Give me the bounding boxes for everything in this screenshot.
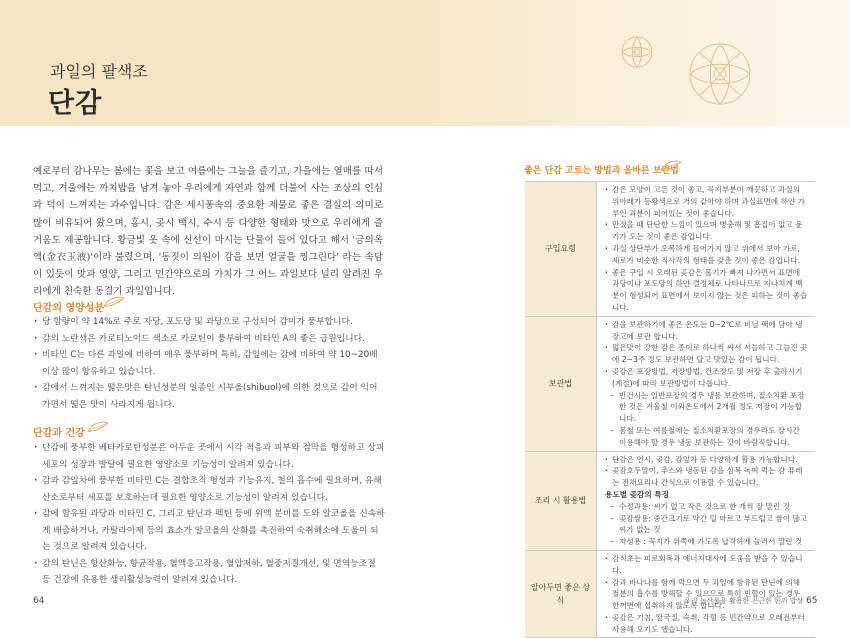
table-row <box>525 451 815 550</box>
list-item: · 곶감호두말이, 추스와 냉동된 감을 삼복 녹여 먹는 감 퓨레는 전채요리나 간식으로 이용할 수 있습니다. <box>605 465 809 489</box>
list-item: – 수정과용: 씨가 없고 작은 것으로 한 개씩 잘 말린 것 <box>605 501 809 513</box>
list-item: – 반건시는 일반포장의 경우 냉동 보관하며, 질소치환 포장한 것은 겨울철 이외온도에서 2개월 정도 저장이 가능합니다. <box>605 390 809 425</box>
series-title: 과일의 팔색조 <box>50 62 148 81</box>
list-item: · 감과 감잎차에 풍부한 비타민 C는 결합조직 형성과 기능유지, 철의 흡수에 필요하며, 유해산소로부터 세포를 보호하는데 필요한 영양소로 기능성이 알려져 있습니다. <box>33 473 385 506</box>
list-item: · 좋은 구입 시 오래된 곶감은 물기가 빠져 나가면서 표면에 과당이나 포도당의 하얀 결정체로 나타나므로 지나치게 백분이 형성되어 표면에서 보이지 않는 것은 피하는 것이 좋습니다. <box>605 267 809 314</box>
left-page-number: 64 <box>33 596 45 606</box>
intro-paragraph: 예로부터 감나무는 봄에는 꽃을 보고 여름에는 그늘을 즐기고, 가을에는 열매를 따서 먹고, 겨울에는 까치밥을 남겨 놓아 우리에게 자연과 함께 더불어 사는 조상의 인심과 덕이 느껴지는 과수입니다. 감은 세시풍속의 중요한 제물로 좋은 결실의 의미로 많이 비유되어 왔으며, 홍시, 곶시 백시, 수시 등 다양한 형태와 맛으로 우리에게 즐거움도 제공합니다. 황금빛 옷 속에 신선이 마시는 단물이 들어 있다고 해서 '금의옥액(金衣玉液)'이라 불렸으며, '동짓이 의원이 감을 보면 얼굴을 찡그린다' 라는 속담이 있듯이 맛과 영양, 그리고 민간약으로의 가치가 그 어느 과일보다 널리 알려진 우리에게 친숙한 동결기 과일입니다. <box>33 166 383 298</box>
list-item: · 단감은 연시, 곶감, 감잎차 등 다양하게 활용 가능합니다. <box>605 454 809 466</box>
list-item: · 비타민 C는 다른 과일에 비하여 매우 풍부하며 특히, 감잎에는 감에 비하여 약 10~20배 이상 많이 함유하고 있습니다. <box>33 347 385 380</box>
persimmon-flower-illustration <box>615 22 775 122</box>
tips-heading: 좋은 단감 고르는 방법과 올바른 보관법 <box>524 166 679 176</box>
health-heading: 단감과 건강 <box>33 428 85 439</box>
row-category: 보관법 <box>525 316 597 451</box>
list-item: · 감의 탄닌은 항산화능, 항균작용, 혈액응고작용, 혈압저하, 혈중지질개선, 및 면역능조절 등 건강에 유용한 생리활성능력이 알려져 있습니다. <box>33 556 385 589</box>
footer-title: 우리 농산물을 활용한 친근한 한끼 밥상 <box>684 597 804 605</box>
list-item: · 감의 노란색은 카로티노이드 색소로 카로틴이 풍부하여 비타민 A의 좋은 급원입니다. <box>33 331 385 348</box>
leaf-icon <box>103 296 125 308</box>
list-item: · 단감에 풍부한 베타카로틴성분은 어두운 곳에서 시각 적응과 피부와 점막을 형성하고 상피세포의 성장과 발달에 필요한 영양소로 기능성이 알려져 있습니다. <box>33 440 385 473</box>
table-row <box>525 182 815 317</box>
list-item: – 저성용 : 꼭지가 위쪽에 가도록 납작하게 눌러서 말린 것 <box>605 536 809 548</box>
nutrition-list <box>33 314 385 413</box>
row-content <box>597 182 816 317</box>
row-category: 알아두면 좋은 상식 <box>525 550 597 638</box>
right-page-number: 65 <box>806 596 818 606</box>
list-item: · 감과 바나나를 함께 먹으면 두 과일에 함유된 탄닌에 의해 철분의 흡수를 방해할 수 있으므로 특히 빈혈이 있는 경우 한꺼번에 섭취하지 않도록 합니다. <box>605 577 809 612</box>
row-content <box>597 316 816 451</box>
tips-table <box>525 181 818 638</box>
list-item: · 곶감은 포장방법, 저장방법, 건조정도 및 저장 후 출하시기(계절)에 따라 보관방법이 다릅니다. <box>605 366 809 390</box>
list-item: – 곶감쌈용: 중간크기로 약간 덜 마르고 부드럽고 쌈이 많고 씨가 없는 것 <box>605 513 809 537</box>
list-item: · 떫은맛이 강한 감은 종이로 하나씩 싸서 서늘하고 그늘진 곳에 2~3주 정도 보관하면 달고 맛있는 감이 됩니다. <box>605 342 809 366</box>
leaf-icon <box>87 421 109 433</box>
list-item: · 만졌을 때 단단한 느낌이 있으며 병충해 및 흠집이 없고 윤기가 도는 것이 좋은 감입니다. <box>605 219 809 243</box>
list-item: 용도별 곶감의 특징 <box>605 489 669 499</box>
list-item: · 감을 보관하기에 좋은 온도는 0~2℃로 비닐 팩에 담아 냉장고에 보관 합니다. <box>605 319 809 343</box>
nutrition-heading: 단감의 영양성분 <box>33 303 105 314</box>
table-row <box>525 550 815 638</box>
list-item: · 감에서 느껴지는 떫은맛은 탄닌성분의 일종인 시부올(shibuol)에 의한 것으로 감이 익어가면서 떫은 맛이 사라지게 됩니다. <box>33 380 385 413</box>
list-item: – 봄철 또는 여름철에는 질소치환포장의 경우라도 장시간 이용해야 할 경우 냉동 보관하는 것이 바람직합니다. <box>605 425 809 449</box>
list-item: · 감식초는 피로회복과 에너지대사에 도움을 받을 수 있습니다. <box>605 553 809 577</box>
list-item: · 당 함량이 약 14%로 주로 자당, 포도당 및 과당으로 구성되어 감미가 풍부합니다. <box>33 314 385 331</box>
row-category: 구입요령 <box>525 182 597 317</box>
list-item: · 감은 모양이 고른 것이 좋고, 꼭지부분이 깨끗하고 과실의 위아래가 등황색으로 거의 같아야 하며 과실표면에 하얀 가루인 과분이 피어있는 것이 좋습니다. <box>605 184 809 219</box>
row-content <box>597 550 816 638</box>
leaf-icon <box>660 160 682 172</box>
list-item: · 감에 함유된 과당과 비타민 C, 그리고 탄닌과 펙틴 등에 위액 분비를 도와 알코올을 신속하게 배출하거나, 카탈라아제 등의 효소가 알코올의 산화를 촉진하여 숙취해소에 도움이 되는 것으로 알려져 있습니다. <box>33 506 385 556</box>
list-item: · 과실 상단부가 오목하게 들어가지 않고 위에서 보아 가로, 세로가 비슷한 직사각의 형태를 갖춘 것이 좋은 감입니다. <box>605 243 809 267</box>
health-list <box>33 440 385 589</box>
table-row <box>525 316 815 451</box>
row-content <box>597 451 816 550</box>
row-category: 조리 시 활용법 <box>525 451 597 550</box>
list-item: · 곶감은 기침, 딸국질, 숙취, 각혈 등 민간약으로 오래전부터 사용해 오기도 했습니다. <box>605 612 809 636</box>
fruit-title: 단감 <box>48 88 103 119</box>
